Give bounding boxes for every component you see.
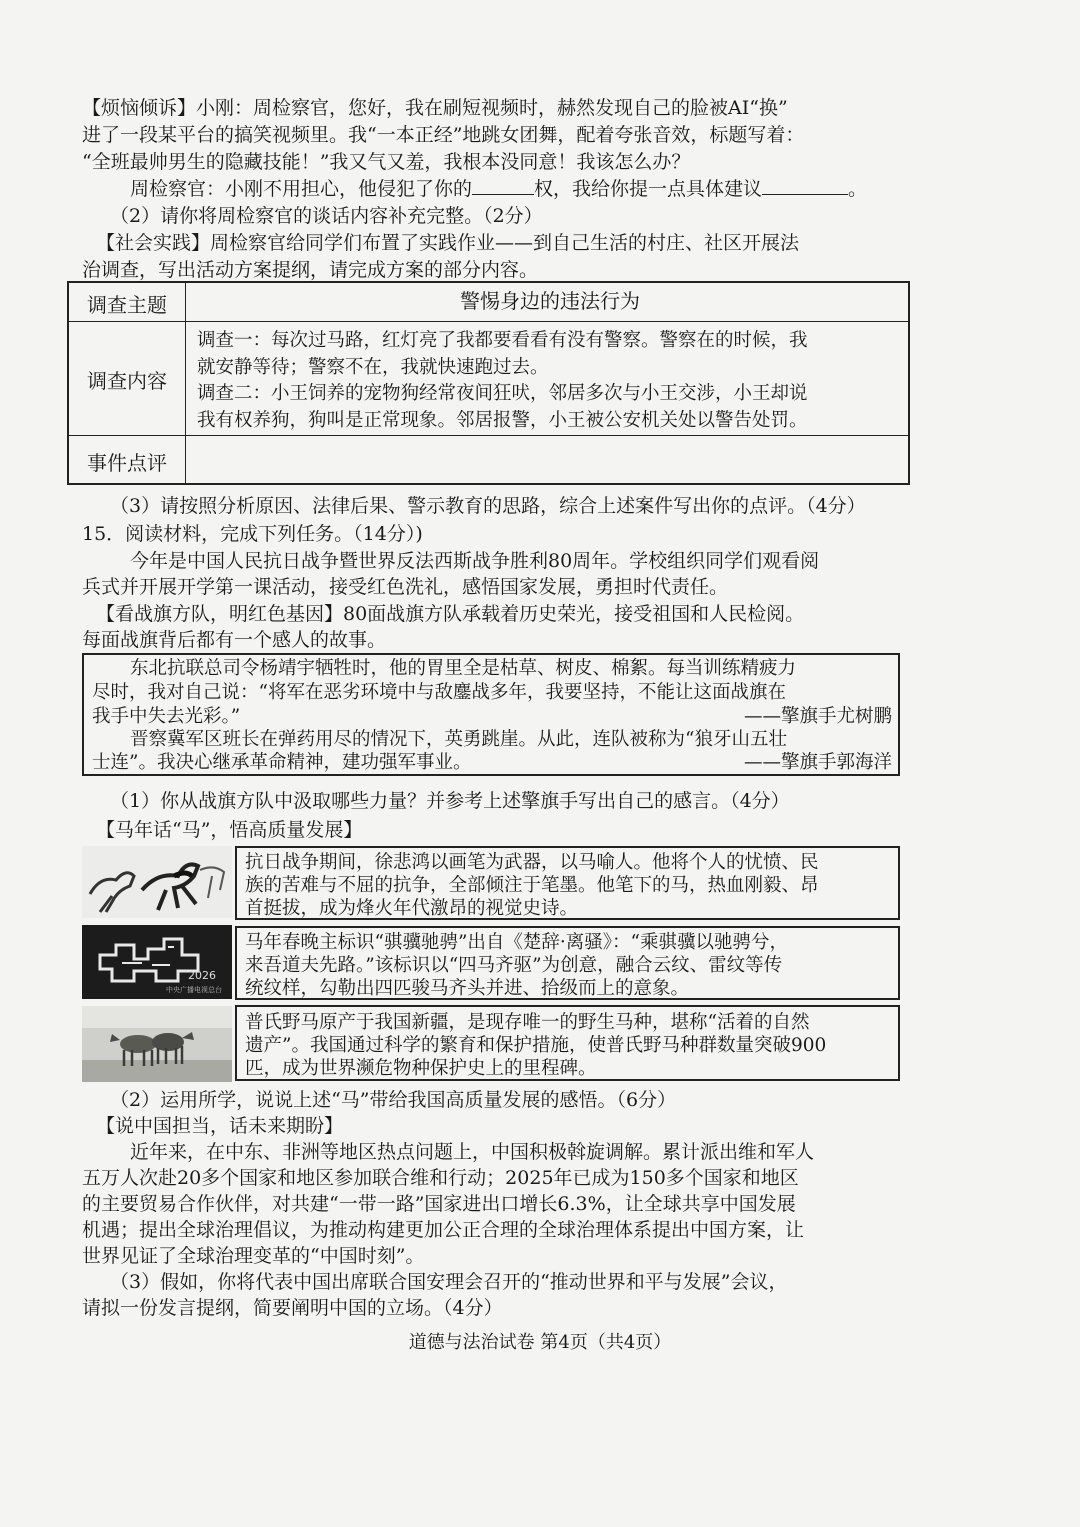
horse2-line: 统纹样，勾勒出四匹骏马齐头并进、拾级而上的意象。 — [245, 978, 690, 999]
horse-section-title: 【马年话“马”，悟高质量发展】 — [96, 819, 363, 841]
horse-text-box-2 — [235, 926, 900, 1000]
answer-blank-right[interactable] — [472, 176, 534, 195]
survey-topic: 警惕身边的违法行为 — [460, 289, 640, 313]
reply-part-c: 。 — [848, 178, 868, 200]
flag-line-1: 【看战旗方队，明红色基因】80面战旗方队承载着历史荣光，接受祖国和人民检阅。 — [96, 603, 805, 625]
flag-bearer-quote-box — [82, 653, 900, 776]
q14-sub2: （2）请你将周检察官的谈话内容补充完整。（2分） — [110, 205, 543, 227]
trouble-line-2: 进了一段某平台的搞笑视频里。我“一本正经”地跳女团舞，配着夸张音效，标题写着： — [82, 124, 805, 146]
horse1-line: 首挺拔，成为烽火年代激昂的视觉史诗。 — [245, 898, 579, 919]
page-footer: 道德与法治试卷 第4页（共4页） — [408, 1332, 672, 1353]
china-line-2: 五万人次赴20多个国家和地区参加联合维和行动；2025年已成为150多个国家和地区 — [82, 1167, 799, 1189]
horse1-line: 族的苦难与不屈的抗争，全部倾注于笔墨。他笔下的马，热血刚毅、昂 — [245, 875, 819, 896]
reply-part-a: 周检察官：小刚不用担心，他侵犯了你的 — [130, 178, 473, 200]
quote-line: 东北抗联总司令杨靖宇牺牲时，他的胃里全是枯草、树皮、棉絮。每当训练精疲力 — [130, 658, 797, 679]
survey-content-2: 就安静等待；警察不在，我就快速跑过去。 — [197, 357, 549, 378]
xu-beihong-horse-painting-image — [82, 846, 232, 918]
q15-sub3-line-1: （3）假如，你将代表中国出席联合国安理会召开的“推动世界和平与发展”会议， — [110, 1271, 788, 1293]
q15-title: 15．阅读材料，完成下列任务。（14分）) — [82, 523, 423, 545]
flag-line-2: 每面战旗背后都有一个感人的故事。 — [82, 629, 387, 651]
survey-content-3: 调查二：小王饲养的宠物狗经常夜间狂吠，邻居多次与小王交涉，小王却说 — [197, 383, 808, 404]
table-row-divider — [69, 435, 908, 436]
table-column-divider — [185, 283, 186, 483]
survey-content-4: 我有权养狗，狗叫是正常现象。邻居报警，小王被公安机关处以警告处罚。 — [197, 410, 808, 431]
reply-part-b: 权，我给你提一点具体建议 — [534, 178, 763, 200]
horse-text-box-3 — [235, 1005, 900, 1081]
horse3-line: 匹，成为世界濒危物种保护史上的里程碑。 — [245, 1058, 597, 1079]
quote-line: 尽时，我对自己说：“将军在恶劣环境中与敌鏖战多年，我要坚持，不能让这面战旗在 — [92, 682, 786, 703]
logo-year: 2026 — [188, 969, 216, 982]
practice-line-1: 【社会实践】周检察官给同学们布置了实践作业——到自己生活的村庄、社区开展法 — [96, 232, 800, 254]
horse1-line: 抗日战争期间，徐悲鸿以画笔为武器，以马喻人。他将个人的忧愤、民 — [245, 852, 819, 873]
trouble-line-3: “全班最帅男生的隐藏技能！”我又气又羞，我根本没同意！我该怎么办？ — [82, 151, 691, 173]
q15-intro-1: 今年是中国人民抗日战争暨世界反法西斯战争胜利80周年。学校组织同学们观看阅 — [130, 550, 820, 572]
prosecutor-reply — [130, 176, 912, 202]
horse3-line: 普氏野马原产于我国新疆，是现存唯一的野生马种，堪称“活着的自然 — [245, 1012, 810, 1033]
quote-line: 晋察冀军区班长在弹药用尽的情况下，英勇跳崖。从此，连队被称为“狼牙山五壮 — [130, 729, 787, 750]
horse3-line: 遗产”。我国通过科学的繁育和保护措施，使普氏野马种群数量突破900 — [245, 1035, 827, 1056]
table-row-divider — [69, 321, 908, 322]
header-content: 调查内容 — [87, 369, 167, 393]
q15-sub1: （1）你从战旗方队中汲取哪些力量？并参考上述擎旗手写出自己的感言。（4分） — [110, 790, 790, 812]
china-section-title: 【说中国担当，话未来期盼】 — [96, 1115, 344, 1137]
header-topic: 调查主题 — [87, 293, 167, 317]
china-line-5: 世界见证了全球治理变革的“中国时刻”。 — [82, 1245, 425, 1267]
quote-signature: ——擎旗手郭海洋 — [743, 752, 892, 773]
survey-content-1: 调查一：每次过马路，红灯亮了我都要看看有没有警察。警察在的时候，我 — [197, 330, 808, 351]
china-line-4: 机遇；提出全球治理倡议，为推动构建更加公正合理的全球治理体系提出中国方案，让 — [82, 1219, 805, 1241]
practice-line-2: 治调查，写出活动方案提纲，请完成方案的部分内容。 — [82, 259, 539, 281]
horse2-line: 来吾道夫先路。”该标识以“四马齐驱”为创意，融合云纹、雷纹等传 — [245, 955, 783, 976]
china-line-1: 近年来，在中东、非洲等地区热点问题上，中国积极斡旋调解。累计派出维和军人 — [130, 1141, 815, 1163]
china-line-3: 的主要贸易合作伙伴，对共建“一带一路”国家进出口增长6.3%，让全球共享中国发展 — [82, 1193, 796, 1215]
przewalski-horse-photo-image — [82, 1006, 232, 1082]
comment-answer-cell[interactable] — [197, 443, 903, 479]
q15-sub3-line-2: 请拟一份发言提纲，简要阐明中国的立场。（4分） — [82, 1297, 503, 1319]
quote-line: 我手中失去光彩。” — [92, 706, 241, 727]
q14-sub3: （3）请按照分析原因、法律后果、警示教育的思路，综合上述案件写出你的点评。（4分） — [110, 495, 866, 517]
quote-signature: ——擎旗手尤树鹏 — [743, 706, 892, 727]
quote-line: 士连”。我决心继承革命精神，建功强军事业。 — [92, 752, 472, 773]
horse2-line: 马年春晚主标识“骐骥驰骋”出自《楚辞·离骚》：“乘骐骥以驰骋兮， — [245, 932, 789, 953]
answer-blank-advice[interactable] — [762, 176, 848, 195]
header-comment: 事件点评 — [87, 451, 167, 475]
q15-sub2: （2）运用所学，说说上述“马”带给我国高质量发展的感悟。（6分） — [110, 1089, 677, 1111]
spring-gala-logo-image — [82, 925, 232, 999]
horse-text-box-1 — [235, 846, 900, 920]
survey-table — [67, 281, 910, 485]
trouble-line-1: 【烦恼倾诉】小刚：周检察官，您好，我在刷短视频时，赫然发现自己的脸被AI“换” — [82, 97, 788, 119]
q15-intro-2: 兵式并开展开学第一课活动，接受红色洗礼，感悟国家发展，勇担时代责任。 — [82, 576, 729, 598]
logo-org: 中央广播电视总台 — [166, 986, 222, 994]
